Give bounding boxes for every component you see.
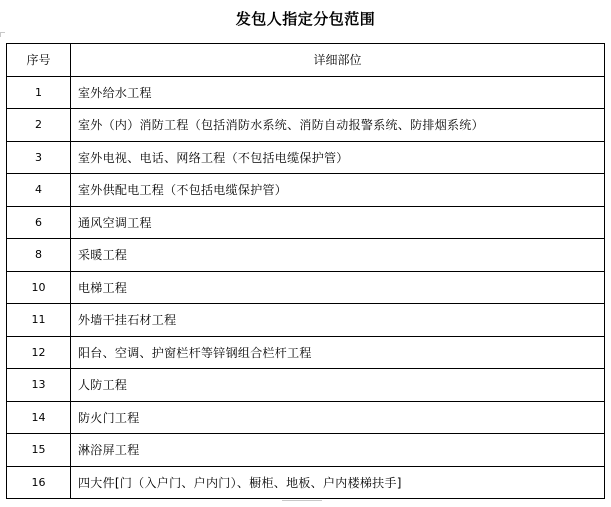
row-scope-item: 通风空调工程 (71, 206, 605, 239)
row-serial-number: 14 (7, 401, 71, 434)
row-scope-item: 采暖工程 (71, 239, 605, 272)
table-row (7, 401, 605, 434)
row-serial-number: 11 (7, 304, 71, 337)
row-serial-number: 13 (7, 369, 71, 402)
row-serial-number: 10 (7, 271, 71, 304)
table-row (7, 466, 605, 499)
table-row (7, 369, 605, 402)
row-scope-item: 室外（内）消防工程（包括消防水系统、消防自动报警系统、防排烟系统） (71, 109, 605, 142)
row-serial-number: 6 (7, 206, 71, 239)
row-serial-number: 16 (7, 466, 71, 499)
row-serial-number: 3 (7, 141, 71, 174)
row-serial-number: 8 (7, 239, 71, 272)
row-scope-item: 防火门工程 (71, 401, 605, 434)
row-scope-item: 电梯工程 (71, 271, 605, 304)
header-detailed-location: 详细部位 (71, 44, 605, 77)
row-serial-number: 12 (7, 336, 71, 369)
table-header-row (7, 44, 605, 77)
row-scope-item: 阳台、空调、护窗栏杆等锌钢组合栏杆工程 (71, 336, 605, 369)
document-title: 发包人指定分包范围 (235, 10, 376, 28)
row-serial-number: 1 (7, 76, 71, 109)
table-row (7, 304, 605, 337)
row-serial-number: 4 (7, 174, 71, 207)
row-scope-item: 室外给水工程 (71, 76, 605, 109)
row-scope-item: 淋浴屏工程 (71, 434, 605, 467)
header-serial-number: 序号 (7, 44, 71, 77)
table-row (7, 141, 605, 174)
table-row (7, 271, 605, 304)
table-row (7, 434, 605, 467)
row-serial-number: 2 (7, 109, 71, 142)
row-scope-item: 室外电视、电话、网络工程（不包括电缆保护管） (71, 141, 605, 174)
row-serial-number: 15 (7, 434, 71, 467)
table-row (7, 76, 605, 109)
table-row (7, 336, 605, 369)
table-row (7, 206, 605, 239)
row-scope-item: 室外供配电工程（不包括电缆保护管） (71, 174, 605, 207)
row-scope-item: 人防工程 (71, 369, 605, 402)
row-scope-item: 外墙干挂石材工程 (71, 304, 605, 337)
table-row (7, 174, 605, 207)
table-row (7, 239, 605, 272)
table-row (7, 109, 605, 142)
row-scope-item: 四大件[门（入户门、户内门）、橱柜、地板、户内楼梯扶手] (71, 466, 605, 499)
paragraph-anchor-mark (0, 32, 5, 37)
subcontract-scope-table (6, 43, 605, 499)
